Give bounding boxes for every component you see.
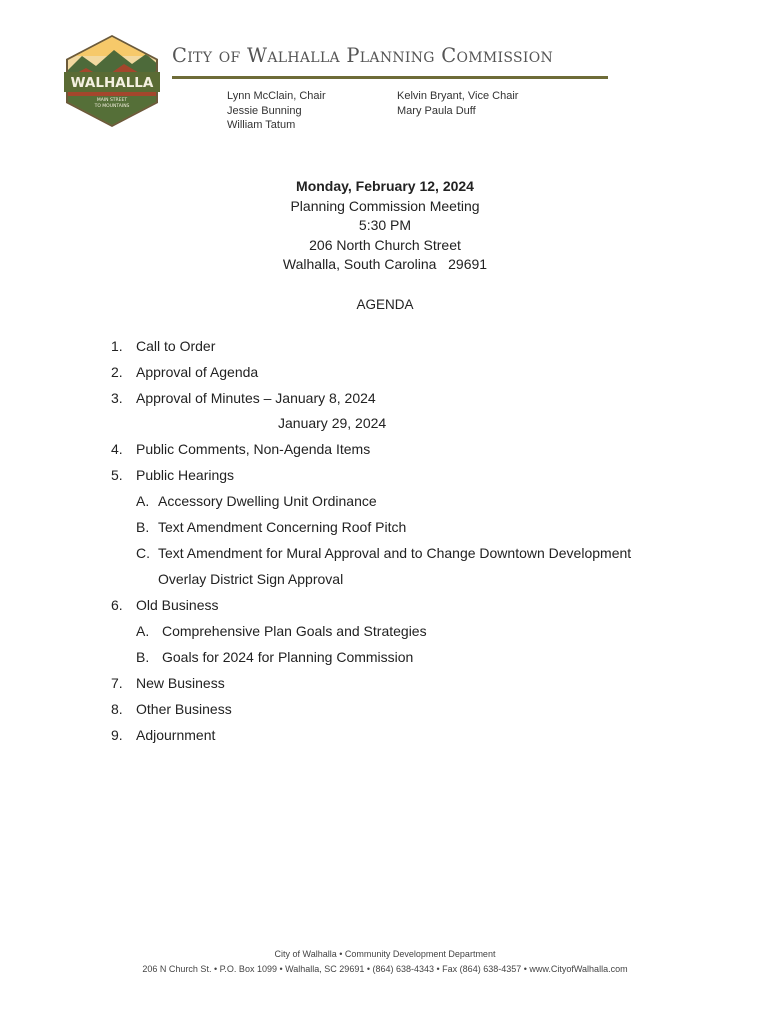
agenda-item: Call to Order — [136, 338, 216, 354]
agenda-item-number: 1. — [111, 338, 123, 354]
agenda-subitem-continuation: Overlay District Sign Approval — [158, 571, 344, 587]
agenda-item-number: 2. — [111, 364, 123, 380]
meeting-time: 5:30 PM — [358, 217, 412, 234]
agenda-subitem: Goals for 2024 for Planning Commission — [162, 649, 414, 665]
logo-wordmark: WALHALLA — [70, 75, 154, 91]
agenda-subitem: Accessory Dwelling Unit Ordinance — [158, 493, 377, 509]
member-name: William Tatum — [227, 119, 296, 131]
logo-tagline-1: MAIN STREET — [96, 98, 128, 103]
agenda-item-number: 8. — [111, 701, 123, 717]
member-name: Lynn McClain, Chair — [227, 90, 326, 102]
agenda-subitem: Comprehensive Plan Goals and Strategies — [162, 623, 427, 639]
footer-department: City of Walhalla • Community Development Department — [274, 949, 496, 959]
member-name: Jessie Bunning — [227, 104, 302, 117]
agenda-item-number: 4. — [111, 441, 123, 457]
agenda-item: Public Hearings — [136, 467, 235, 483]
title-rule — [172, 76, 608, 79]
org-title: City of Walhalla Planning Commission — [172, 44, 554, 67]
footer-contact: 206 N Church St. • P.O. Box 1099 • Walhalla, SC 29691 • (864) 638-4343 • Fax (864) 638-4357 • www.CityofWalhalla.com — [142, 964, 628, 974]
agenda-subitem-letter: B. — [136, 649, 150, 665]
agenda-item-number: 5. — [111, 467, 123, 483]
member-name: Kelvin Bryant, Vice Chair — [397, 90, 519, 102]
meeting-city: Walhalla, South Carolina 29691 — [282, 256, 488, 273]
agenda-item: Adjournment — [136, 727, 216, 743]
agenda-subitem-letter: A. — [136, 623, 150, 639]
agenda-heading: AGENDA — [356, 297, 414, 312]
meeting-info — [0, 177, 770, 275]
agenda-item-continuation: January 29, 2024 — [278, 415, 387, 431]
agenda-item-number: 3. — [111, 390, 123, 406]
member-name: Mary Paula Duff — [397, 104, 476, 117]
agenda-item: Public Comments, Non-Agenda Items — [136, 441, 371, 457]
members-right — [397, 89, 518, 118]
agenda-item-number: 6. — [111, 597, 123, 613]
meeting-name: Planning Commission Meeting — [290, 197, 480, 214]
agenda-item: Other Business — [136, 701, 232, 717]
agenda-item-number: 9. — [111, 727, 123, 743]
agenda-item: New Business — [136, 675, 225, 691]
agenda-item: Old Business — [136, 597, 219, 613]
members-left — [227, 89, 326, 133]
meeting-date: Monday, February 12, 2024 — [296, 178, 474, 194]
agenda-subitem-letter: B. — [136, 519, 150, 535]
agenda-item-number: 7. — [111, 675, 123, 691]
agenda-subitem-letter: A. — [136, 493, 150, 509]
agenda-subitem: Text Amendment for Mural Approval and to Change Downtown Development — [158, 545, 632, 561]
logo-tagline-2: TO MOUNTAINS — [94, 104, 130, 109]
agenda-subitem: Text Amendment Concerning Roof Pitch — [158, 519, 407, 535]
agenda-item: Approval of Agenda — [136, 364, 259, 380]
walhalla-logo — [64, 34, 160, 128]
agenda-item: Approval of Minutes – January 8, 2024 — [136, 390, 376, 406]
agenda-subitem-letter: C. — [136, 545, 150, 561]
meeting-street: 206 North Church Street — [309, 236, 461, 253]
